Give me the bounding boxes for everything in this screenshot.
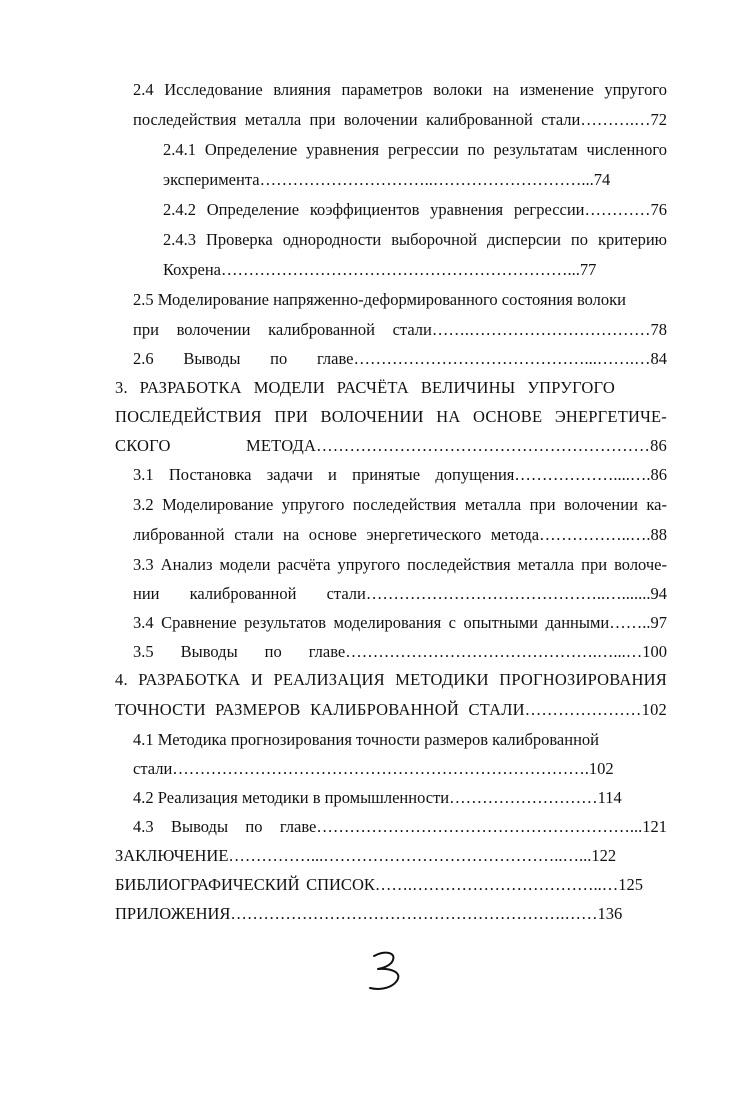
toc-entry-2-4-2: 2.4.2 Определение коэффициентов уравнения регрессии…………76 (163, 200, 667, 219)
toc-entry-3-1: 3.1 Постановка задачи и принятые допущения………………....….86 (133, 465, 667, 484)
toc-entry-conclusion: ЗАКЛЮЧЕНИЕ……………...……………………………………..…...122 (115, 846, 617, 865)
toc-entry-2-4-3-line-2: Кохрена………………………………………………………...77 (163, 260, 597, 279)
toc-entry-4-1-line-1: 4.1 Методика прогнозирования точности размеров калиброванной (133, 730, 599, 749)
toc-entry-2-4-1-line-1: 2.4.1 Определение уравнения регрессии по результатам численного (163, 140, 667, 159)
toc-entry-3-3-line-2: нии калиброванной стали……………………………………..….......94 (133, 584, 667, 603)
toc-entry-3-4: 3.4 Сравнение результатов моделирования с опытными данными……..97 (133, 613, 667, 632)
toc-entry-2-6: 2.6 Выводы по главе……………………………………...…….…84 (133, 349, 667, 368)
toc-entry-3-5: 3.5 Выводы по главе……………………………………….…...…100 (133, 642, 667, 661)
toc-entry-appendices: ПРИЛОЖЕНИЯ…………………………………………………….……136 (115, 904, 623, 923)
toc-entry-3-2-line-1: 3.2 Моделирование упругого последействия металла при волочении ка- (133, 495, 667, 514)
toc-entry-2-4-1-line-2: эксперимента…………………………..………………………...74 (163, 170, 611, 189)
toc-entry-4-3: 4.3 Выводы по главе…………………………………………………...121 (133, 817, 667, 836)
toc-entry-3-2-line-2: либрованной стали на основе энергетического метода……………..….88 (133, 525, 667, 544)
toc-chapter-4-line-2: ТОЧНОСТИ РАЗМЕРОВ КАЛИБРОВАННОЙ СТАЛИ…………………102 (115, 700, 667, 719)
toc-entry-3-3-line-1: 3.3 Анализ модели расчёта упругого последействия металла при волоче- (133, 555, 667, 574)
toc-entry-2-5-line-1: 2.5 Моделирование напряженно-деформированного состояния волоки (133, 290, 627, 309)
toc-entry-2-4-line-1: 2.4 Исследование влияния параметров волоки на изменение упругого (133, 80, 667, 99)
toc-entry-4-1-line-2: стали………………………………………………………………….102 (133, 759, 614, 778)
toc-entry-bibliography: БИБЛИОГРАФИЧЕСКИЙ СПИСОК…….……………………………..…125 (115, 875, 643, 894)
toc-entry-4-2: 4.2 Реализация методики в промышленности………………………114 (133, 788, 622, 807)
toc-entry-2-4-3-line-1: 2.4.3 Проверка однородности выборочной дисперсии по критерию (163, 230, 667, 249)
toc-chapter-4-line-1: 4. РАЗРАБОТКА И РЕАЛИЗАЦИЯ МЕТОДИКИ ПРОГНОЗИРОВАНИЯ (115, 670, 667, 689)
toc-entry-2-4-line-2: последействия металла при волочении калиброванной стали……….…72 (133, 110, 667, 129)
toc-chapter-3-line-2: ПОСЛЕДЕЙСТВИЯ ПРИ ВОЛОЧЕНИИ НА ОСНОВЕ ЭНЕРГЕТИЧЕ- (115, 407, 667, 426)
toc-chapter-3-line-1: 3. РАЗРАБОТКА МОДЕЛИ РАСЧЁТА ВЕЛИЧИНЫ УПРУГОГО (115, 378, 615, 397)
handwritten-page-number-icon (368, 946, 420, 996)
toc-chapter-3-line-3: СКОГО МЕТОДА……………………………………………………86 (115, 436, 667, 455)
toc-entry-2-5-line-2: при волочении калиброванной стали…….……………………………78 (133, 320, 667, 339)
